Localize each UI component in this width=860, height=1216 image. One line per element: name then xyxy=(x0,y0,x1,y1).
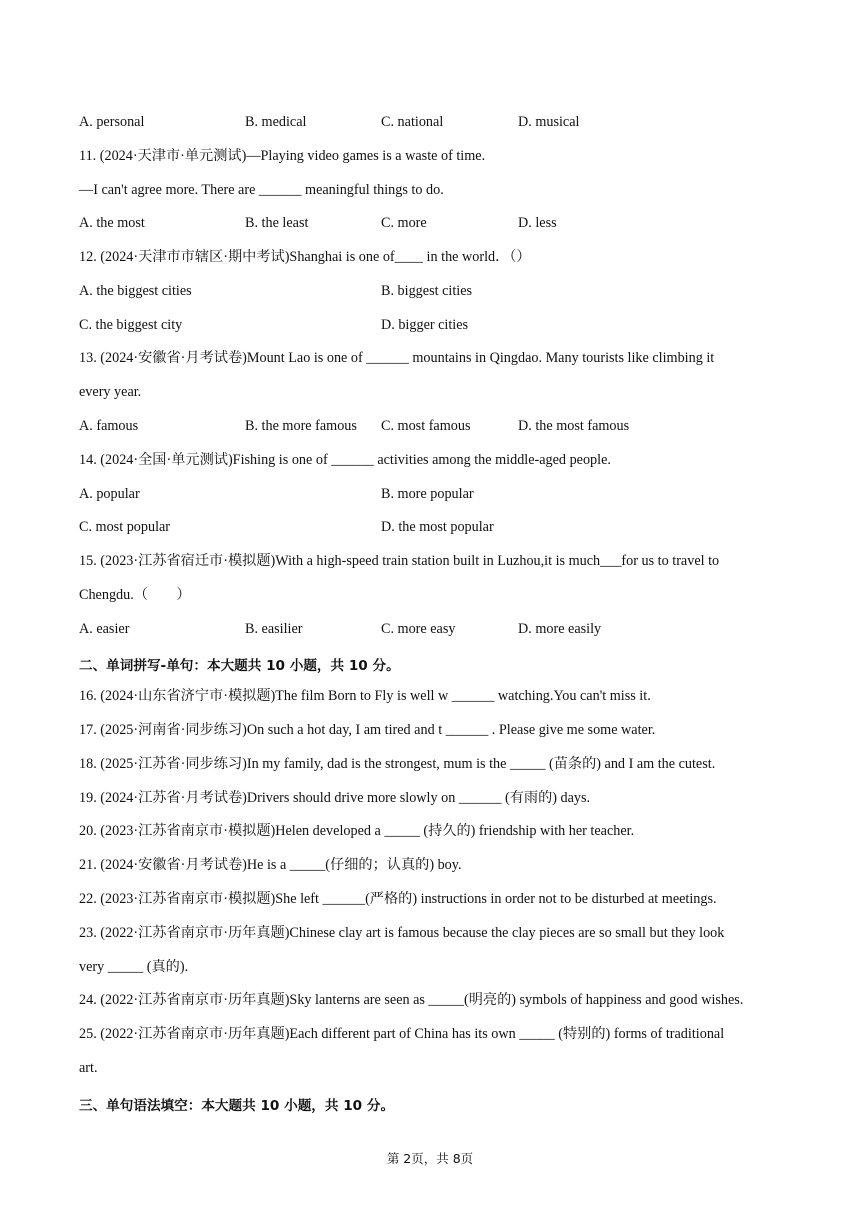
option-a: A. popular xyxy=(79,486,140,502)
question-20: 20. (2023·江苏省南京市·模拟题)Helen developed a _____ (持久的) friendship with her teacher. xyxy=(79,823,635,839)
option-b: B. more popular xyxy=(381,486,474,502)
option-c: C. the biggest city xyxy=(79,317,183,333)
question-21: 21. (2024·安徽省·月考试卷)He is a _____(仔细的；认真的) boy. xyxy=(79,857,462,873)
section-heading: 二、单词拼写-单句：本大题共 10 小题，共 10 分。 xyxy=(79,658,400,674)
option-a: A. the most xyxy=(79,215,145,231)
option-a: A. the biggest cities xyxy=(79,283,192,299)
option-b: B. medical xyxy=(245,114,307,130)
question-15-stem: 15. (2023·江苏省宿迁市·模拟题)With a high-speed train station built in Luzhou,it is much___for us to travel to xyxy=(79,553,720,569)
option-d: D. musical xyxy=(518,114,580,130)
option-b: B. biggest cities xyxy=(381,283,473,299)
option-c: C. most popular xyxy=(79,519,171,535)
option-b: B. the more famous xyxy=(245,418,357,434)
option-a: A. personal xyxy=(79,114,145,130)
question-11-stem: 11. (2024·天津市·单元测试)—Playing video games is a waste of time. xyxy=(79,148,486,164)
option-d: D. bigger cities xyxy=(381,317,469,333)
question-12-stem: 12. (2024·天津市市辖区·期中考试)Shanghai is one of____ in the world．（） xyxy=(79,249,531,265)
question-24: 24. (2022·江苏省南京市·历年真题)Sky lanterns are seen as _____(明亮的) symbols of happiness and good wishes. xyxy=(79,992,744,1008)
question-25-stem-cont: art. xyxy=(79,1060,98,1076)
option-b: B. easilier xyxy=(245,621,303,637)
option-c: C. national xyxy=(381,114,444,130)
question-16: 16. (2024·山东省济宁市·模拟题)The film Born to Fly is well w ______ watching.You can't miss it. xyxy=(79,688,651,704)
question-15-stem-cont: Chengdu.（ ） xyxy=(79,587,191,603)
option-d: D. the most popular xyxy=(381,519,494,535)
question-18: 18. (2025·江苏省·同步练习)In my family, dad is the strongest, mum is the _____ (苗条的) and I am the cutest. xyxy=(79,756,716,772)
question-11-stem-cont: —I can't agree more. There are ______ meaningful things to do. xyxy=(79,182,444,198)
question-14-stem: 14. (2024·全国·单元测试)Fishing is one of ______ activities among the middle-aged people. xyxy=(79,452,611,468)
option-a: A. easier xyxy=(79,621,130,637)
option-c: C. more easy xyxy=(381,621,456,637)
section-heading: 三、单句语法填空：本大题共 10 小题，共 10 分。 xyxy=(79,1098,395,1114)
question-19: 19. (2024·江苏省·月考试卷)Drivers should drive more slowly on ______ (有雨的) days. xyxy=(79,790,591,806)
page-footer: 第 2页，共 8页 xyxy=(386,1151,474,1166)
question-17: 17. (2025·河南省·同步练习)On such a hot day, I am tired and t ______ . Please give me some water. xyxy=(79,722,656,738)
question-25-stem: 25. (2022·江苏省南京市·历年真题)Each different part of China has its own _____ (特别的) forms of traditional xyxy=(79,1026,725,1042)
question-23-stem-cont: very _____ (真的). xyxy=(79,959,189,975)
question-22: 22. (2023·江苏省南京市·模拟题)She left ______(严格的) instructions in order not to be disturbed at meetings. xyxy=(79,891,717,907)
option-d: D. less xyxy=(518,215,557,231)
option-a: A. famous xyxy=(79,418,139,434)
option-c: C. most famous xyxy=(381,418,471,434)
question-13-stem-cont: every year. xyxy=(79,384,142,400)
option-c: C. more xyxy=(381,215,427,231)
option-d: D. more easily xyxy=(518,621,602,637)
question-13-stem: 13. (2024·安徽省·月考试卷)Mount Lao is one of ______ mountains in Qingdao. Many tourists like climbing it xyxy=(79,350,715,366)
question-23-stem: 23. (2022·江苏省南京市·历年真题)Chinese clay art is famous because the clay pieces are so small but they look xyxy=(79,925,725,941)
option-d: D. the most famous xyxy=(518,418,630,434)
option-b: B. the least xyxy=(245,215,309,231)
